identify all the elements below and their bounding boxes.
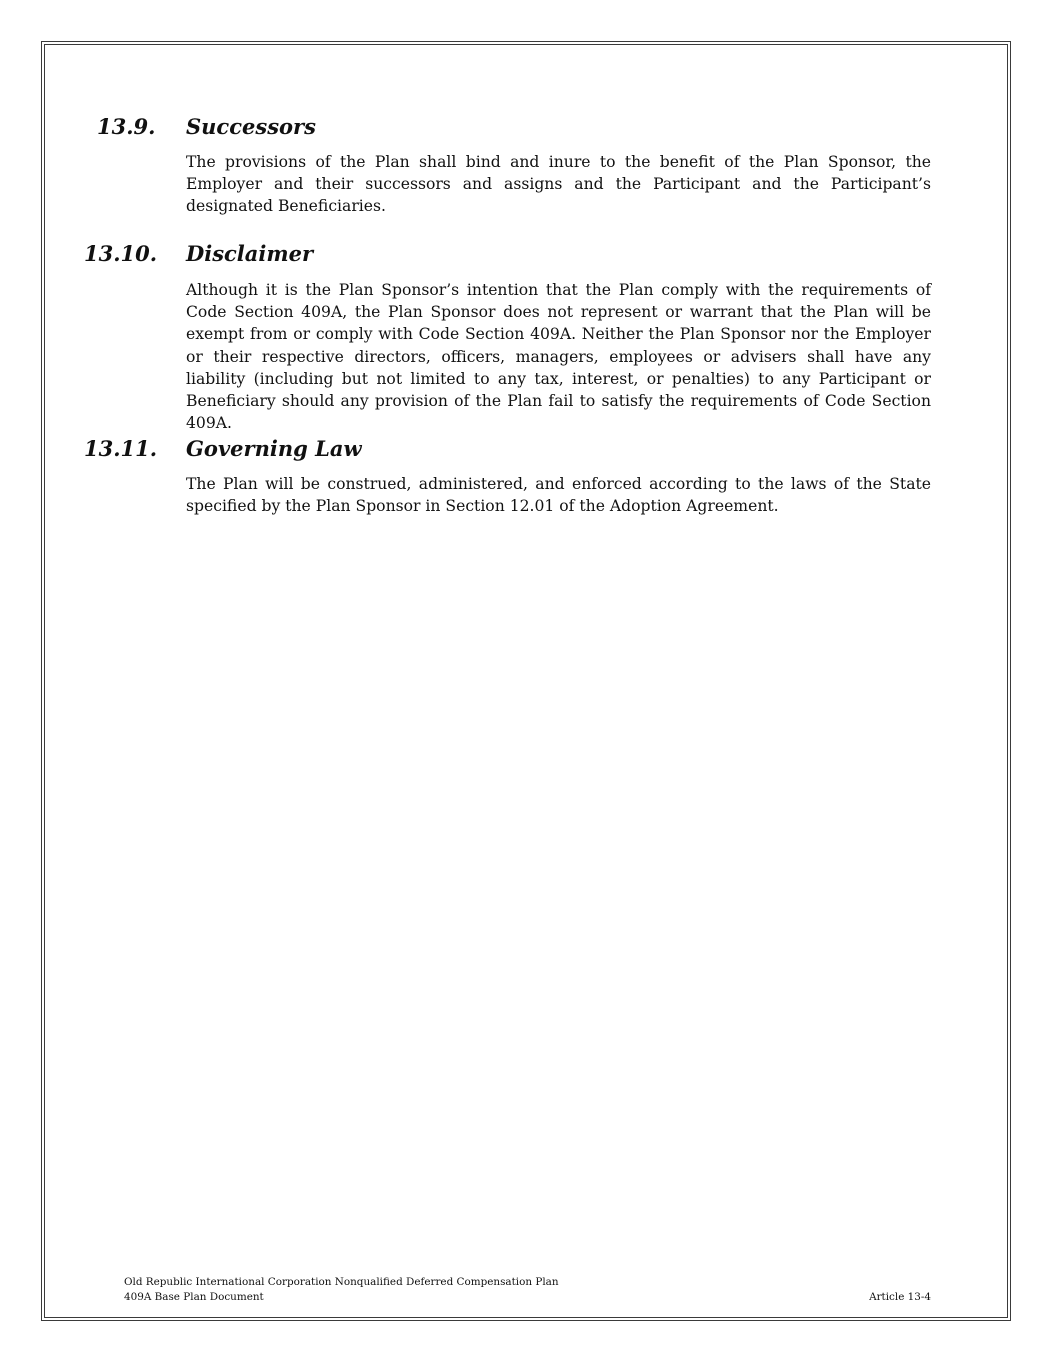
section-title: Successors (186, 114, 316, 139)
section-body: The provisions of the Plan shall bind and inure to the benefit of the Plan Sponsor, the Employer and their successors and assigns and the Participant and the Participant’s designated Beneficiaries. (186, 153, 931, 216)
section-body: Although it is the Plan Sponsor’s intention that the Plan comply with the requirements of Code Section 409A, the Plan Sponsor does not represent or warrant that the Plan will be exempt from or comply with Code Section 409A. Neither the Plan Sponsor nor the Employer or their respective directors, officers, managers, employees or advisers shall have any liability (including but not limited to any tax, interest, or penalties) to any Participant or Beneficiary should any provision of the Plan fail to satisfy the requirements of Code Section 409A. (186, 281, 931, 433)
section-number: 13.9. (97, 114, 156, 139)
footer-page-label: Article 13-4 (869, 1291, 931, 1303)
page-border-inner (44, 44, 1008, 1318)
footer-plan-name: Old Republic International Corporation Nonqualified Deferred Compensation Plan (124, 1276, 559, 1288)
section-body: The Plan will be construed, administered, and enforced according to the laws of the State specified by the Plan Sponsor in Section 12.01 of the Adoption Agreement. (186, 475, 931, 516)
section-number: 13.11. (84, 436, 158, 461)
section-number: 13.10. (84, 241, 158, 266)
footer-document-type: 409A Base Plan Document (124, 1290, 264, 1303)
section-title: Governing Law (186, 436, 362, 461)
section-title: Disclaimer (186, 241, 314, 266)
footer-document-info (124, 1275, 559, 1304)
